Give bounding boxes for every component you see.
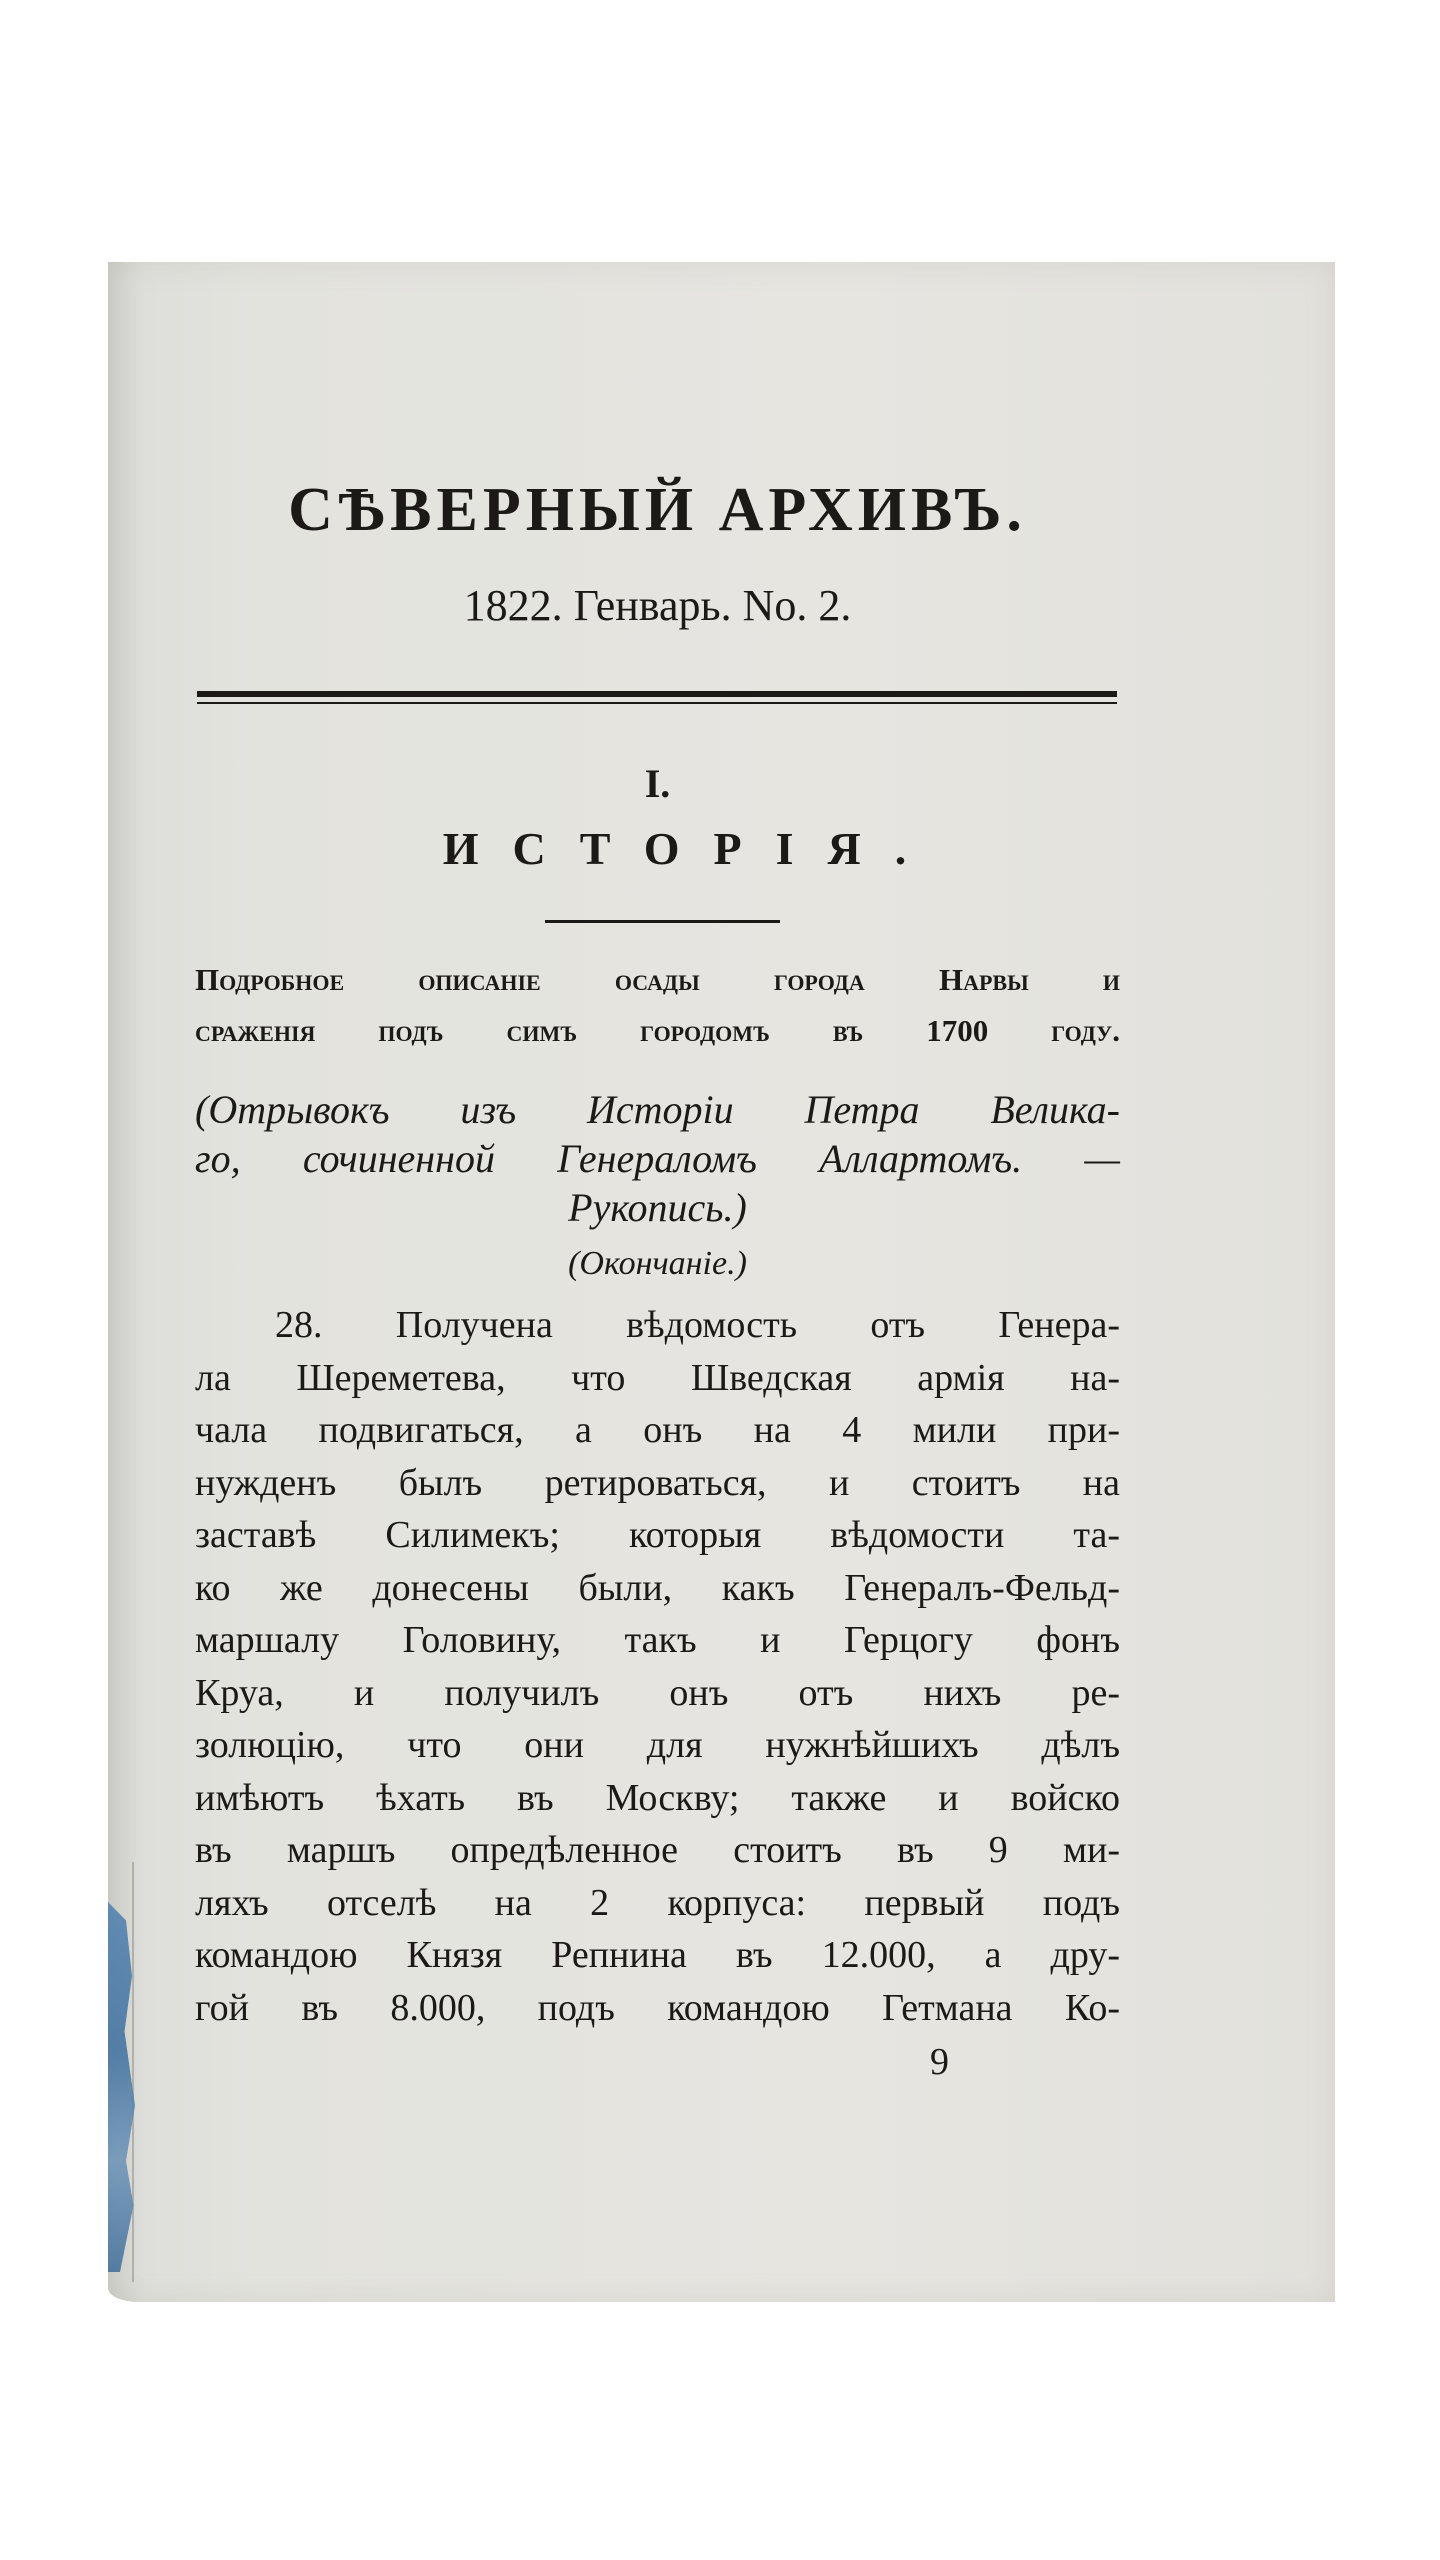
body-line: ла Шереметева, что Шведская армія на- <box>195 1356 1120 1399</box>
section-title: ИСТОРІЯ. <box>442 823 941 874</box>
section-number: I. <box>644 761 671 806</box>
article-subtitle-line: Подробное описаніе осады города Нарвы и <box>195 962 1120 997</box>
body-line: 28. Получена вѣдомость отъ Генера- <box>275 1304 1120 1346</box>
article-source-line: го, сочиненной Генераломъ Аллартомъ. — <box>195 1136 1120 1181</box>
double-rule-thin <box>197 702 1117 704</box>
body-line: золюцію, что они для нужнѣйшихъ дѣлъ <box>195 1724 1120 1766</box>
body-line: гой въ 8.000, подъ командою Гетмана Ко- <box>195 1986 1120 2029</box>
body-line: чала подвигаться, а онъ на 4 мили при- <box>195 1409 1120 1451</box>
body-line: ляхъ отселѣ на 2 корпуса: первый подъ <box>195 1881 1120 1924</box>
body-line: ко же донесены были, какъ Генералъ-Фельд- <box>195 1566 1120 1609</box>
article-source-line: Рукопись.) <box>568 1185 747 1230</box>
body-line: въ маршъ опредѣленное стоитъ въ 9 ми- <box>195 1829 1120 1871</box>
section-divider <box>545 920 780 923</box>
journal-title: СѢВЕРНЫЙ АРХИВЪ. <box>288 476 1027 544</box>
body-line: заставѣ Силимекъ; которыя вѣдомости та- <box>195 1514 1120 1556</box>
page-number: 9 <box>930 2041 949 2083</box>
article-source-line: (Отрывокъ изъ Исторіи Петра Велика- <box>195 1087 1120 1132</box>
issue-line: 1822. Генварь. No. 2. <box>463 581 852 630</box>
double-rule-thick <box>197 691 1117 697</box>
page-fold <box>132 1862 134 2282</box>
continuation-note: (Окончаніе.) <box>568 1245 747 1282</box>
body-line: нужденъ былъ ретироваться, и стоитъ на <box>195 1461 1120 1504</box>
body-line: маршалу Головину, такъ и Герцогу фонъ <box>195 1619 1120 1661</box>
body-line: Круа, и получилъ онъ отъ нихъ ре- <box>195 1671 1120 1714</box>
article-subtitle-line: сраженія подъ симъ городомъ въ 1700 году. <box>195 1013 1120 1048</box>
body-line: командою Князя Репнина въ 12.000, а дру- <box>195 1934 1120 1976</box>
body-line: имѣютъ ѣхать въ Москву; также и войско <box>195 1776 1120 1819</box>
